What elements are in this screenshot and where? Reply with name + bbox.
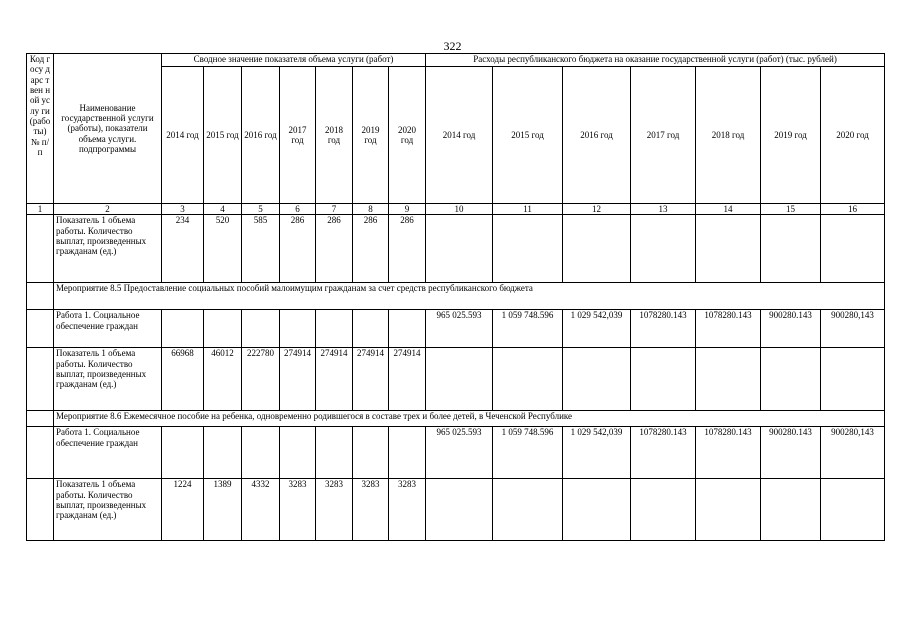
volume-value: 274914 [316, 348, 353, 411]
expense-value [761, 479, 821, 541]
expense-value [426, 479, 493, 541]
expense-value: 1 029 542,039 [563, 427, 631, 479]
table-row [27, 427, 885, 479]
expense-value [563, 215, 631, 283]
expense-value [426, 215, 493, 283]
year-header-expenses: 2017 год [631, 67, 696, 204]
table-row [27, 215, 885, 283]
volume-value: 585 [242, 215, 280, 283]
expense-value: 965 025.593 [426, 310, 493, 348]
year-header-expenses: 2016 год [563, 67, 631, 204]
row-code [27, 215, 54, 283]
expense-value [696, 479, 761, 541]
row-code [27, 310, 54, 348]
row-name: Работа 1. Социальное обеспечение граждан [54, 427, 162, 479]
expense-value [821, 215, 885, 283]
section-title: Мероприятие 8.5 Предоставление социальных пособий малоимущим гражданам за счет средств республиканского бюджета [54, 283, 885, 310]
expense-value [821, 479, 885, 541]
volume-value: 286 [316, 215, 353, 283]
volume-value: 274914 [353, 348, 389, 411]
volume-value: 4332 [242, 479, 280, 541]
volume-value: 46012 [204, 348, 242, 411]
column-number: 8 [353, 204, 389, 215]
page-number: 322 [443, 39, 462, 53]
volume-value: 274914 [389, 348, 426, 411]
section-row [27, 411, 885, 427]
column-number: 2 [54, 204, 162, 215]
volume-value: 274914 [280, 348, 316, 411]
expense-value: 1 059 748.596 [493, 310, 563, 348]
column-number: 13 [631, 204, 696, 215]
expense-value [631, 348, 696, 411]
expense-value: 1078280.143 [696, 427, 761, 479]
volume-value: 3283 [353, 479, 389, 541]
column-number: 6 [280, 204, 316, 215]
volume-value: 286 [280, 215, 316, 283]
year-header-expenses: 2014 год [426, 67, 493, 204]
volume-value [242, 427, 280, 479]
row-code [27, 283, 54, 310]
expense-value: 900280,143 [821, 427, 885, 479]
year-header-volume: 2019 год [353, 67, 389, 204]
volume-value: 66968 [162, 348, 204, 411]
year-header-volume: 2016 год [242, 67, 280, 204]
volume-value: 3283 [316, 479, 353, 541]
expense-value [493, 215, 563, 283]
expense-value [761, 348, 821, 411]
volume-value [280, 427, 316, 479]
volume-value [242, 310, 280, 348]
volume-value [316, 427, 353, 479]
volume-value [389, 427, 426, 479]
expense-value [493, 348, 563, 411]
expense-value: 1 059 748.596 [493, 427, 563, 479]
services-table [26, 53, 885, 541]
expense-value: 1078280.143 [631, 310, 696, 348]
expense-value [631, 215, 696, 283]
volume-value: 286 [389, 215, 426, 283]
expense-value [696, 348, 761, 411]
expense-value [493, 479, 563, 541]
volume-value: 234 [162, 215, 204, 283]
header-expenses-group: Расходы республиканского бюджета на оказание государственной услуги (работ) (тыс. рублей) [426, 54, 885, 67]
volume-value [204, 427, 242, 479]
year-header-expenses: 2018 год [696, 67, 761, 204]
column-number: 1 [27, 204, 54, 215]
column-number: 5 [242, 204, 280, 215]
column-number: 12 [563, 204, 631, 215]
volume-value: 520 [204, 215, 242, 283]
column-number: 16 [821, 204, 885, 215]
volume-value [162, 427, 204, 479]
year-header-expenses: 2019 год [761, 67, 821, 204]
volume-value: 3283 [280, 479, 316, 541]
volume-value [353, 427, 389, 479]
section-title: Мероприятие 8.6 Ежемесячное пособие на ребенка, одновременно родившегося в составе трех и более детей, в Чеченской Республике [54, 411, 885, 427]
column-number: 15 [761, 204, 821, 215]
column-number: 3 [162, 204, 204, 215]
row-code [27, 348, 54, 411]
expense-value: 900280.143 [761, 427, 821, 479]
expense-value [821, 348, 885, 411]
volume-value: 1389 [204, 479, 242, 541]
volume-value: 1224 [162, 479, 204, 541]
expense-value: 900280.143 [761, 310, 821, 348]
expense-value [563, 348, 631, 411]
year-header-volume: 2018 год [316, 67, 353, 204]
year-header-volume: 2015 год [204, 67, 242, 204]
column-number: 10 [426, 204, 493, 215]
table-row [27, 348, 885, 411]
header-name: Наименование государственной услуги (работы), показатели объема услуги. подпрограммы [54, 54, 162, 204]
expense-value [631, 479, 696, 541]
volume-value [204, 310, 242, 348]
column-number: 14 [696, 204, 761, 215]
row-code [27, 427, 54, 479]
row-name: Показатель 1 объема работы. Количество выплат, произведенных гражданам (ед.) [54, 479, 162, 541]
column-number: 11 [493, 204, 563, 215]
column-number: 7 [316, 204, 353, 215]
column-number: 9 [389, 204, 426, 215]
volume-value [389, 310, 426, 348]
year-header-volume: 2014 год [162, 67, 204, 204]
year-header-volume: 2017 год [280, 67, 316, 204]
expense-value: 1 029 542,039 [563, 310, 631, 348]
header-code: Код госу дарс твен ной услу ги (рабо ты) № п/п [27, 54, 54, 204]
expense-value [761, 215, 821, 283]
row-code [27, 479, 54, 541]
row-name: Работа 1. Социальное обеспечение граждан [54, 310, 162, 348]
header-volume-group: Сводное значение показателя объема услуги (работ) [162, 54, 426, 67]
expense-value [563, 479, 631, 541]
expense-value: 900280,143 [821, 310, 885, 348]
year-header-volume: 2020 год [389, 67, 426, 204]
column-number: 4 [204, 204, 242, 215]
table-row [27, 479, 885, 541]
expense-value: 965 025.593 [426, 427, 493, 479]
year-header-expenses: 2020 год [821, 67, 885, 204]
volume-value: 222780 [242, 348, 280, 411]
row-name: Показатель 1 объема работы. Количество выплат, произведенных гражданам (ед.) [54, 348, 162, 411]
section-row [27, 283, 885, 310]
volume-value [162, 310, 204, 348]
expense-value [696, 215, 761, 283]
table-row [27, 310, 885, 348]
year-header-expenses: 2015 год [493, 67, 563, 204]
row-code [27, 411, 54, 427]
volume-value: 286 [353, 215, 389, 283]
volume-value [280, 310, 316, 348]
volume-value [353, 310, 389, 348]
volume-value: 3283 [389, 479, 426, 541]
expense-value: 1078280.143 [631, 427, 696, 479]
row-name: Показатель 1 объема работы. Количество выплат, произведенных гражданам (ед.) [54, 215, 162, 283]
volume-value [316, 310, 353, 348]
expense-value: 1078280.143 [696, 310, 761, 348]
expense-value [426, 348, 493, 411]
